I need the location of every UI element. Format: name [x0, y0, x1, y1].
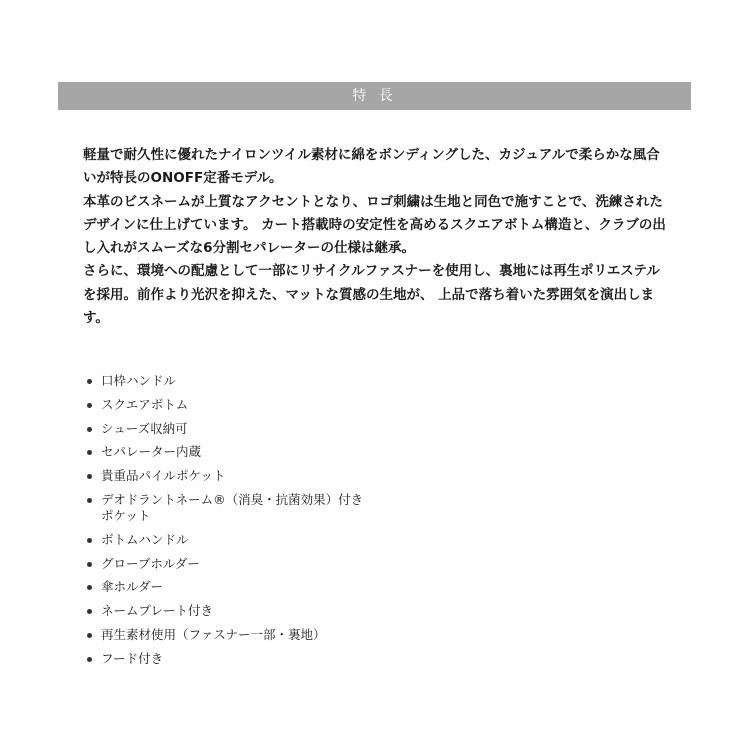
feature-item [83, 444, 373, 460]
feature-label: 再生素材使用（ファスナー一部・裏地） [101, 626, 326, 642]
feature-item [83, 421, 373, 437]
bullet-icon [87, 585, 92, 590]
feature-item [83, 532, 373, 548]
feature-item [83, 603, 373, 619]
feature-label: デオドラントネーム®（消臭・抗菌効果）付きポケット [101, 491, 364, 523]
feature-item [83, 397, 373, 413]
feature-list [83, 373, 373, 675]
feature-item [83, 651, 373, 667]
bullet-icon [87, 562, 92, 567]
bullet-icon [87, 427, 92, 432]
feature-label: 傘ホルダー [101, 579, 164, 595]
feature-item [83, 373, 373, 389]
section-title: 特 長 [352, 88, 397, 104]
feature-item [83, 492, 373, 524]
bullet-icon [87, 474, 92, 479]
feature-label: ボトムハンドル [101, 531, 189, 547]
bullet-icon [87, 609, 92, 614]
bullet-icon [87, 633, 92, 638]
description-paragraph: 本革のビスネームが上質なアクセントとなり、ロゴ刺繍は生地と同色で施すことで、洗練されたデザインに仕上げています。 カート搭載時の安定性を高めるスクエアボトム構造と、クラブの出し入れがスムーズな6分割セパレーターの仕様は継承。 [83, 193, 666, 257]
feature-label: グローブホルダー [101, 555, 200, 571]
feature-label: 口枠ハンドル [101, 373, 177, 388]
bullet-icon [87, 403, 92, 408]
bullet-icon [87, 379, 92, 384]
bullet-icon [87, 657, 92, 662]
description-paragraph: 軽量で耐久性に優れたナイロンツイル素材に綿をボンディングした、カジュアルで柔らかな風合いが特長のONOFF定番モデル。 [83, 147, 660, 187]
feature-label: 貴重品パイルポケット [101, 468, 226, 484]
feature-item [83, 556, 373, 572]
product-description [83, 144, 673, 330]
section-header-features [58, 82, 691, 110]
bullet-icon [87, 498, 92, 503]
feature-label: フード付き [101, 650, 164, 666]
feature-item [83, 579, 373, 595]
feature-item [83, 468, 373, 484]
feature-label: セパレーター内蔵 [101, 444, 202, 460]
feature-label: スクエアボトム [101, 396, 189, 412]
description-paragraph: さらに、環境への配慮として一部にリサイクルファスナーを使用し、裏地には再生ポリエステルを採用。前作より光沢を抑えた、マットな質感の生地が、 上品で落ち着いた雰囲気を演出します。 [83, 263, 660, 327]
feature-item [83, 627, 373, 643]
feature-label: ネームプレート付き [101, 603, 214, 619]
bullet-icon [87, 538, 92, 543]
feature-label: シューズ収納可 [101, 420, 188, 436]
bullet-icon [87, 450, 92, 455]
